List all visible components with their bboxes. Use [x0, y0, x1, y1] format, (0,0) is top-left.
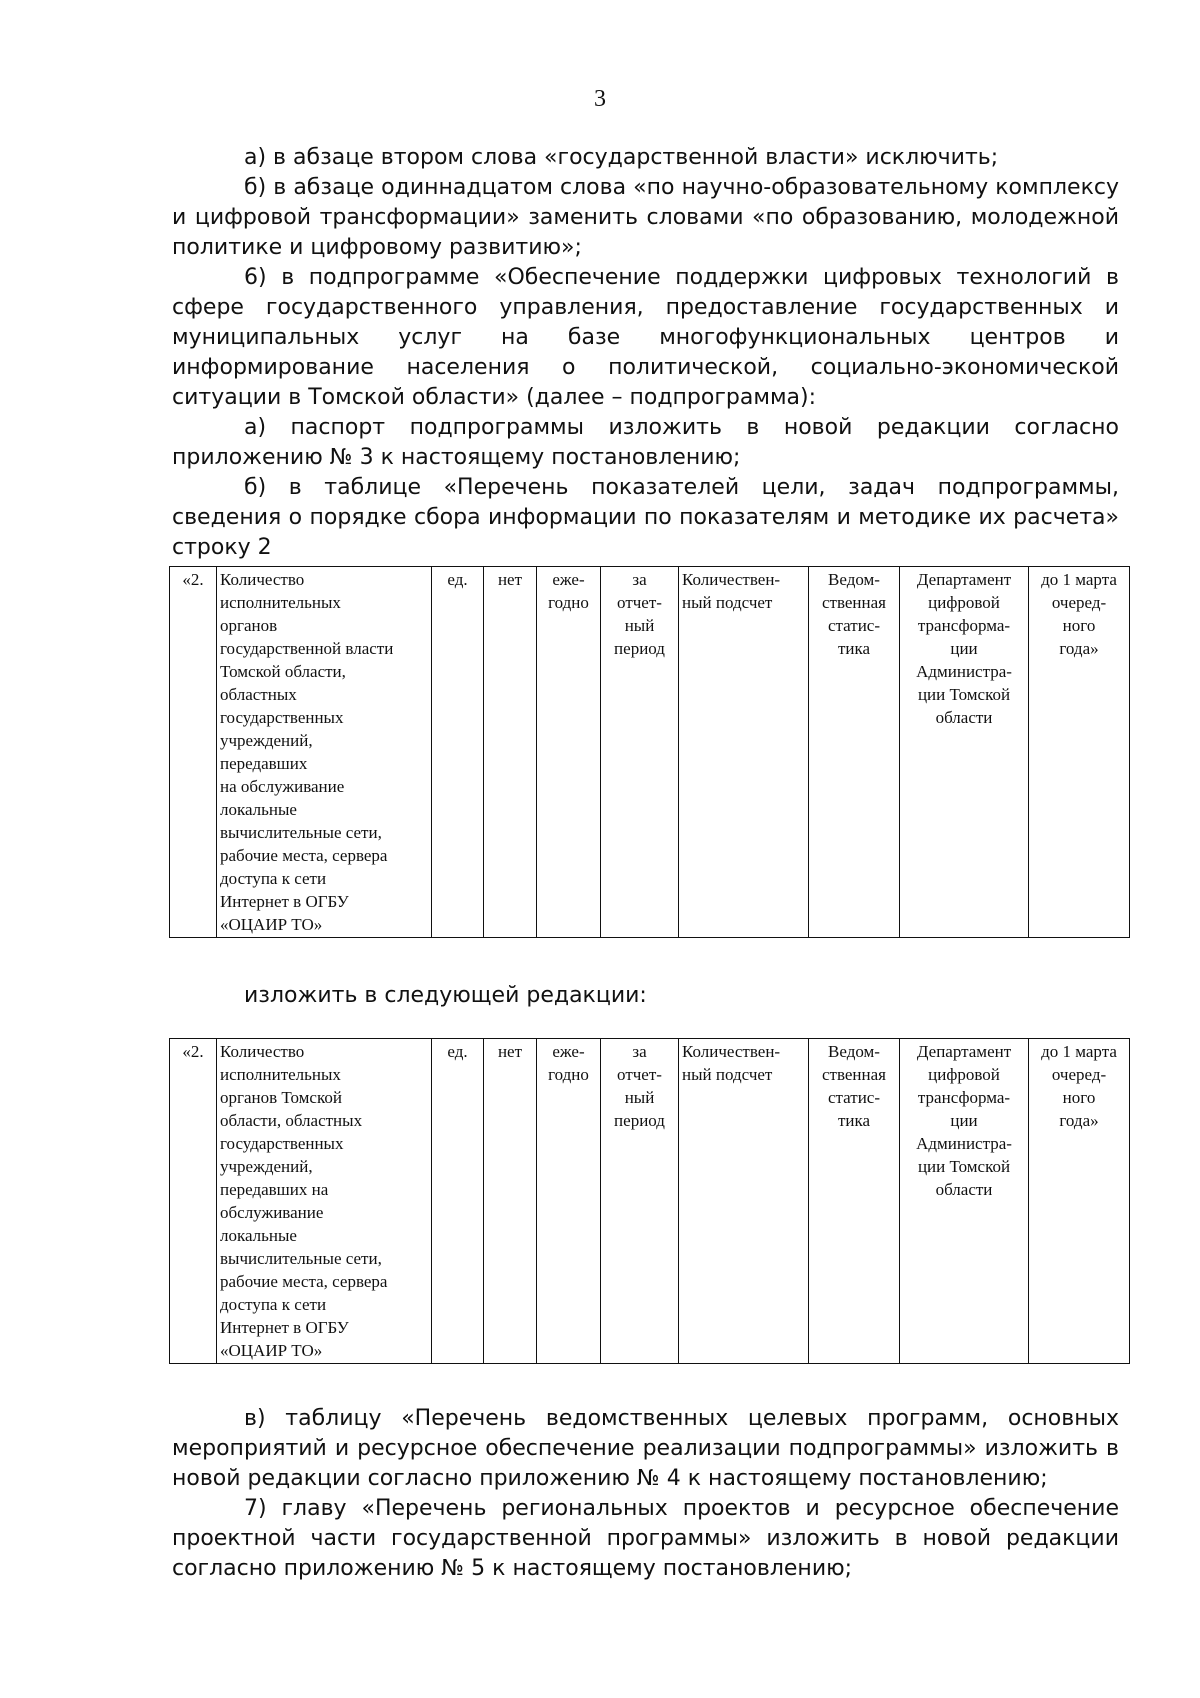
- cell-line: тика: [837, 639, 871, 658]
- new-row-table: [169, 1038, 1130, 1364]
- cell-line: ный: [624, 616, 655, 635]
- cell-line: государственных: [220, 1134, 344, 1153]
- cell-line: государственных: [220, 708, 344, 727]
- responsible-cell: [900, 1039, 1029, 1364]
- cell-line: цифровой: [928, 1065, 1000, 1084]
- cell-line: период: [614, 639, 665, 658]
- cell-line: Количествен-: [682, 570, 781, 589]
- closing-text: [172, 1404, 1119, 1584]
- old-row-table: [169, 566, 1130, 938]
- cell-line: рабочие места, сервера: [220, 846, 388, 865]
- cell-line: ственная: [821, 1065, 886, 1084]
- flag-cell: нет: [484, 567, 537, 938]
- cell-line: Интернет в ОГБУ: [220, 1318, 349, 1337]
- cell-line: ный подсчет: [682, 593, 773, 612]
- cell-line: трансформа-: [917, 616, 1011, 635]
- source-cell: [809, 1039, 900, 1364]
- cell-line: локальные: [220, 1226, 297, 1245]
- cell-line: Количество: [220, 1042, 305, 1061]
- paragraph: б) в таблице «Перечень показателей цели, задач подпрограммы, сведения о порядке сбора информации по показателям и методике их расчета» строку 2: [172, 475, 1119, 560]
- transition-text: изложить в следующей редакции:: [244, 983, 647, 1008]
- cell-line: трансформа-: [917, 1088, 1011, 1107]
- cell-line: доступа к сети: [220, 869, 327, 888]
- paragraph: 6) в подпрограмме «Обеспечение поддержки цифровых технологий в сфере государственного управления, предоставление государственных и муниципальных услуг на базе многофункциональных центров и информирование населения о политической, социально-экономической ситуации в Томской области» (далее – подпрограмма):: [172, 265, 1119, 410]
- cell-line: статис-: [827, 616, 881, 635]
- cell-line: доступа к сети: [220, 1295, 327, 1314]
- cell-line: Администра-: [916, 1134, 1012, 1153]
- cell-line: еже-: [552, 1042, 585, 1061]
- cell-line: ции: [950, 639, 978, 658]
- cell-line: Администра-: [916, 662, 1012, 681]
- indicator-name: [217, 567, 432, 938]
- period-cell: [601, 1039, 679, 1364]
- cell-line: учреждений,: [220, 731, 313, 750]
- cell-line: Ведом-: [828, 570, 880, 589]
- cell-line: годно: [548, 1065, 589, 1084]
- cell-line: ции Томской: [917, 685, 1011, 704]
- cell-line: Департамент: [916, 1042, 1012, 1061]
- paragraph: а) в абзаце втором слова «государственной власти» исключить;: [244, 145, 999, 170]
- cell-line: Департамент: [916, 570, 1012, 589]
- cell-line: Интернет в ОГБУ: [220, 892, 349, 911]
- cell-line: ственная: [821, 593, 886, 612]
- cell-line: «ОЦАИР ТО»: [220, 915, 323, 934]
- cell-line: передавших: [220, 754, 308, 773]
- frequency-cell: [537, 1039, 601, 1364]
- cell-line: годно: [548, 593, 589, 612]
- cell-line: ции Томской: [917, 1157, 1011, 1176]
- cell-line: Количество: [220, 570, 305, 589]
- cell-line: еже-: [552, 570, 585, 589]
- period-cell: [601, 567, 679, 938]
- cell-line: очеред-: [1051, 593, 1107, 612]
- unit-cell: ед.: [432, 567, 484, 938]
- cell-line: очеред-: [1051, 1065, 1107, 1084]
- cell-line: Ведом-: [828, 1042, 880, 1061]
- cell-line: вычислительные сети,: [220, 823, 382, 842]
- flag-cell: нет: [484, 1039, 537, 1364]
- cell-line: учреждений,: [220, 1157, 313, 1176]
- cell-line: до 1 марта: [1041, 570, 1117, 589]
- cell-line: цифровой: [928, 593, 1000, 612]
- cell-line: отчет-: [617, 1065, 662, 1084]
- cell-line: статис-: [827, 1088, 881, 1107]
- source-cell: [809, 567, 900, 938]
- cell-line: передавших на: [220, 1180, 329, 1199]
- cell-line: области: [935, 1180, 993, 1199]
- cell-line: вычислительные сети,: [220, 1249, 382, 1268]
- cell-line: области: [935, 708, 993, 727]
- responsible-cell: [900, 567, 1029, 938]
- cell-line: тика: [837, 1111, 871, 1130]
- cell-line: период: [614, 1111, 665, 1130]
- paragraph: а) паспорт подпрограммы изложить в новой редакции согласно приложению № 3 к настоящему постановлению;: [172, 415, 1119, 470]
- cell-line: до 1 марта: [1041, 1042, 1117, 1061]
- cell-line: за: [632, 570, 647, 589]
- page-number: 3: [594, 86, 606, 112]
- deadline-cell: [1029, 1039, 1130, 1364]
- cell-line: ный: [624, 1088, 655, 1107]
- cell-line: областных: [220, 685, 297, 704]
- cell-line: исполнительных: [220, 593, 341, 612]
- cell-line: года»: [1059, 1111, 1099, 1130]
- cell-line: органов Томской: [220, 1088, 342, 1107]
- unit-cell: ед.: [432, 1039, 484, 1364]
- row-number: «2.: [170, 567, 217, 938]
- method-cell: [679, 567, 809, 938]
- cell-line: отчет-: [617, 593, 662, 612]
- cell-line: Количествен-: [682, 1042, 781, 1061]
- frequency-cell: [537, 567, 601, 938]
- cell-line: за: [632, 1042, 647, 1061]
- cell-line: «ОЦАИР ТО»: [220, 1341, 323, 1360]
- cell-line: Томской области,: [220, 662, 346, 681]
- cell-line: локальные: [220, 800, 297, 819]
- cell-line: ного: [1062, 616, 1096, 635]
- paragraph: б) в абзаце одиннадцатом слова «по научно-образовательному комплексу и цифровой трансформации» заменить словами «по образованию, молодежной политике и цифровому развитию»;: [172, 175, 1119, 260]
- cell-line: ный подсчет: [682, 1065, 773, 1084]
- row-number: «2.: [170, 1039, 217, 1364]
- cell-line: исполнительных: [220, 1065, 341, 1084]
- paragraph: в) таблицу «Перечень ведомственных целевых программ, основных мероприятий и ресурсное обеспечение реализации подпрограммы» изложить в новой редакции согласно приложению № 4 к настоящему постановлению;: [172, 1406, 1119, 1491]
- table-row: [170, 1039, 1130, 1364]
- cell-line: ции: [950, 1111, 978, 1130]
- cell-line: рабочие места, сервера: [220, 1272, 388, 1291]
- method-cell: [679, 1039, 809, 1364]
- cell-line: государственной власти: [220, 639, 394, 658]
- cell-line: года»: [1059, 639, 1099, 658]
- intro-text: [172, 143, 1119, 563]
- cell-line: области, областных: [220, 1111, 363, 1130]
- cell-line: органов: [220, 616, 278, 635]
- indicator-name: [217, 1039, 432, 1364]
- cell-line: ного: [1062, 1088, 1096, 1107]
- deadline-cell: [1029, 567, 1130, 938]
- table-row: [170, 567, 1130, 938]
- paragraph: 7) главу «Перечень региональных проектов и ресурсное обеспечение проектной части государственной программы» изложить в новой редакции согласно приложению № 5 к настоящему постановлению;: [172, 1496, 1119, 1581]
- cell-line: на обслуживание: [220, 777, 345, 796]
- cell-line: обслуживание: [220, 1203, 324, 1222]
